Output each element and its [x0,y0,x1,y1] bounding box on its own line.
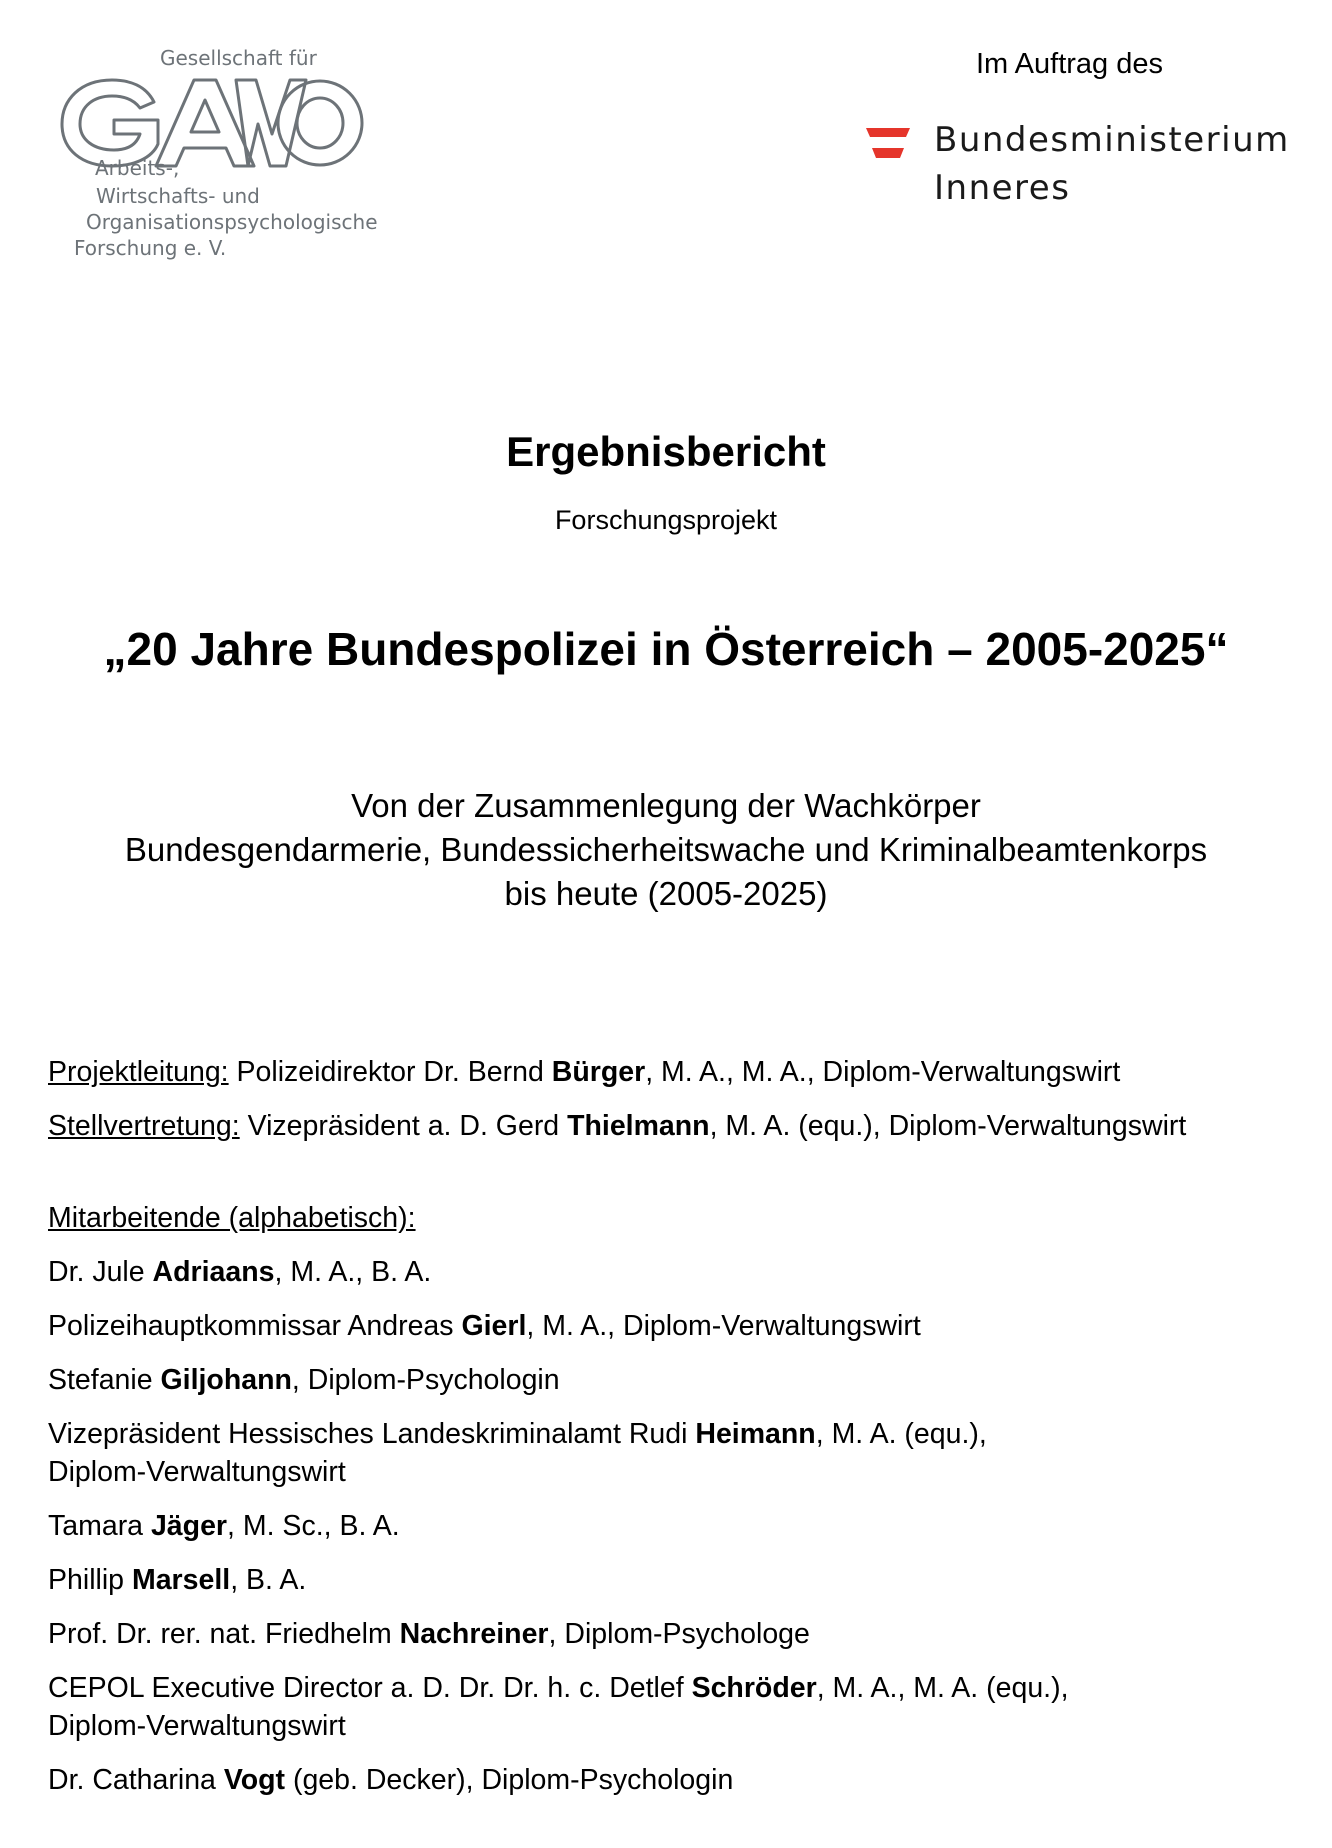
person-degrees: , B. A. [230,1564,307,1596]
description-line: Bundesgendarmerie, Bundessicherheitswache und Kriminalbeamtenkorps [124,831,1208,868]
person-surname: Heimann [695,1418,816,1450]
person-degrees: , M. A., M. A. (equ.), [816,1672,1069,1704]
member-row-continuation: Diplom-Verwaltungswirt [48,1456,346,1488]
gawo-logo [58,46,378,266]
person-title: Vizepräsident a. D. Gerd [239,1110,568,1142]
person-surname: Thielmann [567,1110,710,1142]
person-degrees: , M. A., B. A. [274,1256,432,1288]
person-degrees: , M. Sc., B. A. [227,1510,400,1542]
person-degrees: , Diplom-Psychologe [548,1618,810,1650]
project-lead [48,1056,1120,1089]
person-title: Polizeihauptkommissar Andreas [48,1310,462,1342]
gawo-tagline-top: Gesellschaft für [160,46,317,70]
person-surname: Adriaans [152,1256,275,1288]
person-surname: Schröder [691,1672,817,1704]
person-title: Phillip [48,1564,132,1596]
person-surname: Marsell [131,1564,231,1596]
person-title: Polizeidirektor Dr. Bernd [228,1056,552,1088]
gawo-tagline-line: Arbeits-, [95,156,180,180]
member-row [48,1364,560,1397]
commission-text: Im Auftrag des [976,48,1163,80]
report-title: Ergebnisbericht [506,428,826,475]
member-row [48,1418,987,1451]
person-title: Tamara [48,1510,151,1542]
report-subtitle: Forschungsprojekt [554,505,778,535]
member-row [48,1310,921,1343]
person-surname: Nachreiner [399,1618,549,1650]
member-row [48,1618,810,1651]
ministry-logo [866,120,1306,220]
austrian-flag-icon [866,128,910,158]
person-surname: Giljohann [160,1364,292,1396]
member-row [48,1764,733,1797]
person-surname: Bürger [551,1056,646,1088]
person-title: CEPOL Executive Director a. D. Dr. Dr. h. c. Detlef [48,1672,692,1704]
deputy-lead [48,1110,1186,1143]
member-row [48,1672,1069,1705]
person-degrees: , M. A. (equ.), [815,1418,987,1450]
ministry-name-line1: Bundesministerium [934,120,1290,160]
ministry-name-line2: Inneres [934,168,1071,208]
members-heading: Mitarbeitende (alphabetisch): [48,1202,416,1234]
person-degrees: , Diplom-Psychologin [291,1364,560,1396]
member-row [48,1510,400,1543]
description-line: bis heute (2005-2025) [504,875,828,912]
person-degrees: , M. A., M. A., Diplom-Verwaltungswirt [645,1056,1121,1088]
person-surname: Vogt [223,1764,286,1796]
person-title: Stefanie [48,1364,161,1396]
deputy-label: Stellvertretung: [48,1110,240,1142]
member-row-continuation: Diplom-Verwaltungswirt [48,1710,346,1742]
gawo-tagline-line: Forschung e. V. [74,236,227,260]
person-title: Prof. Dr. rer. nat. Friedhelm [48,1618,400,1650]
description-line: Von der Zusammenlegung der Wachkörper [351,787,981,824]
project-title: „20 Jahre Bundespolizei in Österreich – 2005-2025“ [103,623,1229,675]
person-degrees: , M. A., Diplom-Verwaltungswirt [526,1310,921,1342]
member-row [48,1564,306,1597]
person-title: Vizepräsident Hessisches Landeskriminalamt Rudi [48,1418,696,1450]
person-title: Dr. Catharina [48,1764,224,1796]
member-row [48,1256,431,1289]
project-description [0,784,1332,916]
gawo-tagline-line: Wirtschafts- und [96,184,260,208]
person-degrees: , M. A. (equ.), Diplom-Verwaltungswirt [709,1110,1187,1142]
project-lead-label: Projektleitung: [48,1056,229,1088]
person-degrees: (geb. Decker), Diplom-Psychologin [285,1764,734,1796]
person-title: Dr. Jule [48,1256,153,1288]
person-surname: Gierl [461,1310,527,1342]
person-surname: Jäger [150,1510,228,1542]
gawo-tagline-line: Organisationspsychologische [86,210,378,234]
